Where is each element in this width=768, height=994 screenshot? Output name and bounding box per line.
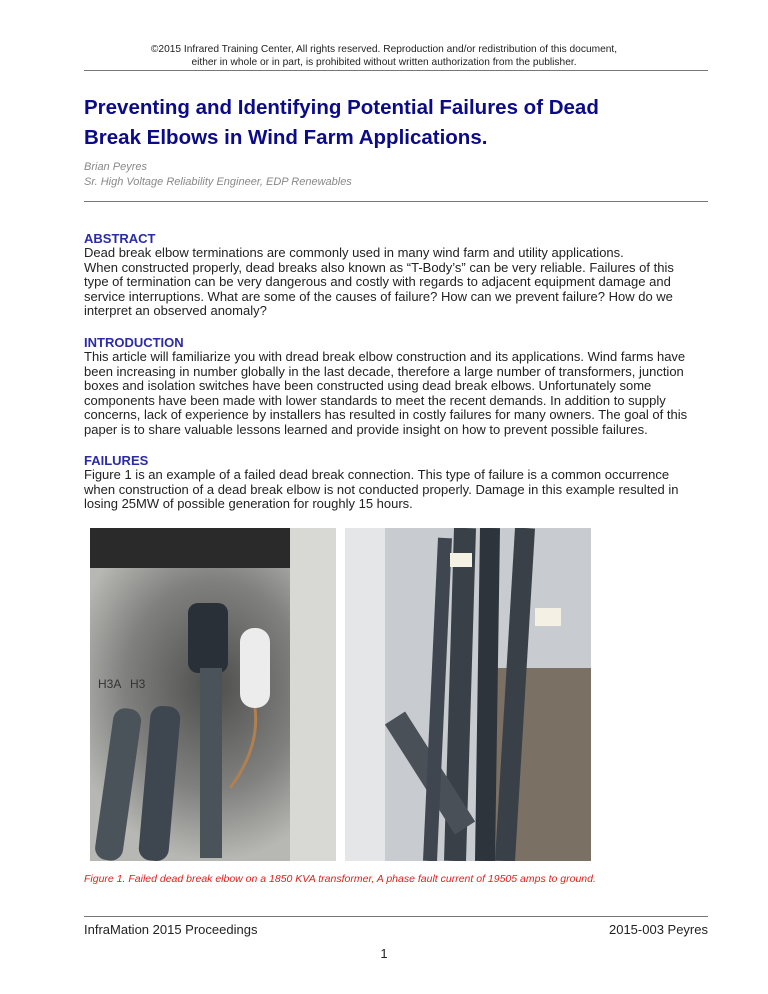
author-block [84, 160, 352, 189]
footer-divider [84, 916, 708, 917]
footer-paper-id: 2015-003 Peyres [608, 922, 708, 937]
page-title [84, 93, 724, 153]
text-line: Dead break elbow terminations are commonly used in many wind farm and utility applications. [84, 245, 624, 260]
figure-caption: Figure 1. Failed dead break elbow on a 1850 KVA transformer, A phase fault current of 19505 amps to ground. [84, 873, 596, 885]
author-name: Brian Peyres [84, 161, 147, 173]
text-line: when construction of a dead break elbow is not conducted properly. Damage in this example resulted in [84, 481, 679, 497]
divider [84, 201, 708, 202]
section-introduction [84, 335, 714, 438]
text-line: boxes and isolation switches have been constructed using dead break elbows. Unfortunately some [84, 378, 652, 394]
text-line: type of termination can be very dangerous and costly with regards to adjacent equipment damage and [84, 274, 671, 290]
terminal-label: H3A [98, 677, 122, 691]
text-line: concerns, lack of experience by installers has resulted in costly failures for many owners. The goal of this [84, 407, 688, 423]
section-failures [84, 453, 714, 512]
title-line: Preventing and Identifying Potential Failures of Dead [84, 96, 599, 119]
divider [84, 70, 708, 71]
header-line: either in whole or in part, is prohibited without written authorization from the publisher. [191, 57, 577, 68]
failed-elbow-photo-right [345, 528, 591, 861]
text-line: interpret an observed anomaly? [84, 303, 267, 319]
title-line: Break Elbows in Wind Farm Applications. [84, 126, 488, 149]
author-role: Sr. High Voltage Reliability Engineer, EDP Renewables [84, 175, 352, 188]
copyright-header [0, 43, 768, 69]
section-abstract [84, 231, 714, 319]
section-heading: FAILURES [84, 453, 149, 468]
text-line: Figure 1 is an example of a failed dead break connection. This type of failure is a common occurrence [84, 467, 670, 482]
text-line: service interruptions. What are some of the causes of failure? How can we prevent failure? How do we [84, 288, 673, 304]
page-number: 1 [380, 946, 388, 961]
text-line: been increasing in number globally in the last decade, therefore a large number of transformers, junction [84, 363, 684, 379]
footer-proceedings: InfraMation 2015 Proceedings [84, 922, 258, 937]
text-line: This article will familiarize you with dread break elbow construction and its applications. Wind farms have [84, 349, 686, 364]
terminal-label: H3 [130, 677, 146, 691]
header-line: ©2015 Infrared Training Center, All rights reserved. Reproduction and/or redistribution of this document, [150, 44, 618, 55]
failed-elbow-photo-left [90, 528, 336, 861]
text-line: paper is to share valuable lessons learned and provide insight on how to prevent possible failures. [84, 421, 648, 437]
text-line: losing 25MW of possible generation for roughly 15 hours. [84, 496, 413, 512]
section-heading: INTRODUCTION [84, 335, 184, 350]
section-heading: ABSTRACT [84, 231, 156, 246]
text-line: When constructed properly, dead breaks also known as “T-Body’s” can be very reliable. Failures of this [84, 259, 674, 275]
text-line: components have been made with lower standards to meet the recent demands. In addition to supply [84, 392, 666, 408]
